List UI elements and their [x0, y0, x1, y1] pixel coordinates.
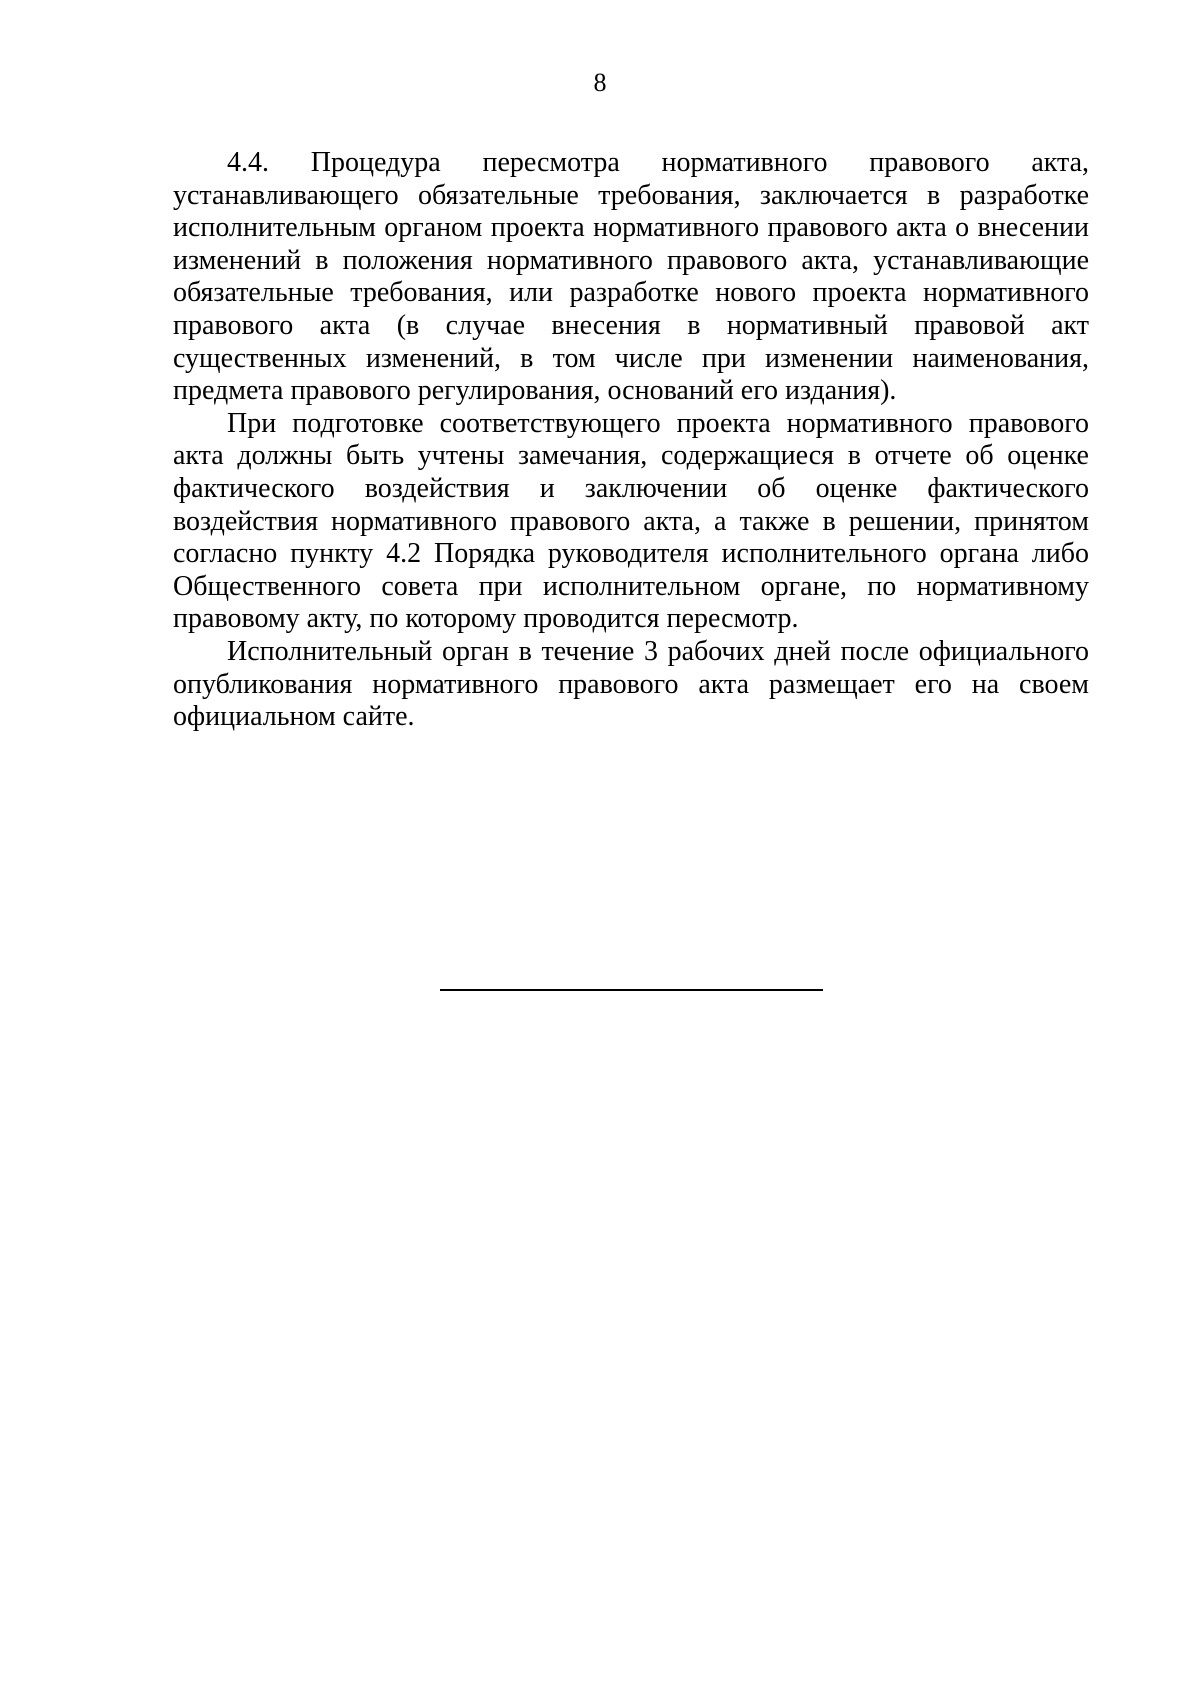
end-of-document-rule: [440, 989, 823, 991]
page-number: 8: [593, 68, 607, 97]
paragraph-draft-preparation: При подготовке соответствующего проекта нормативного правового акта должны быть учтены замечания, содержащиеся в отчете об оценке фактического воздействия и заключении об оценке фактического воздействия нормативного правового акта, а также в решении, принятом согласно пункту 4.2 Порядка руководителя исполнительного органа либо Общественного совета при исполнительном органе, по нормативному правовому акту, по которому проводится пересмотр.: [173, 407, 1089, 635]
document-body: [173, 147, 1089, 734]
paragraph-publication: Исполнительный орган в течение 3 рабочих дней после официального опубликования нормативного правового акта размещает его на своем официальном сайте.: [173, 635, 1089, 733]
paragraph-4-4: 4.4. Процедура пересмотра нормативного правового акта, устанавливающего обязательные требования, заключается в разработке исполнительным органом проекта нормативного правового акта о внесении изменений в положения нормативного правового акта, устанавливающие обязательные требования, или разработке нового проекта нормативного правового акта (в случае внесения в нормативный правовой акт существенных изменений, в том числе при изменении наименования, предмета правового регулирования, оснований его издания).: [173, 147, 1089, 407]
